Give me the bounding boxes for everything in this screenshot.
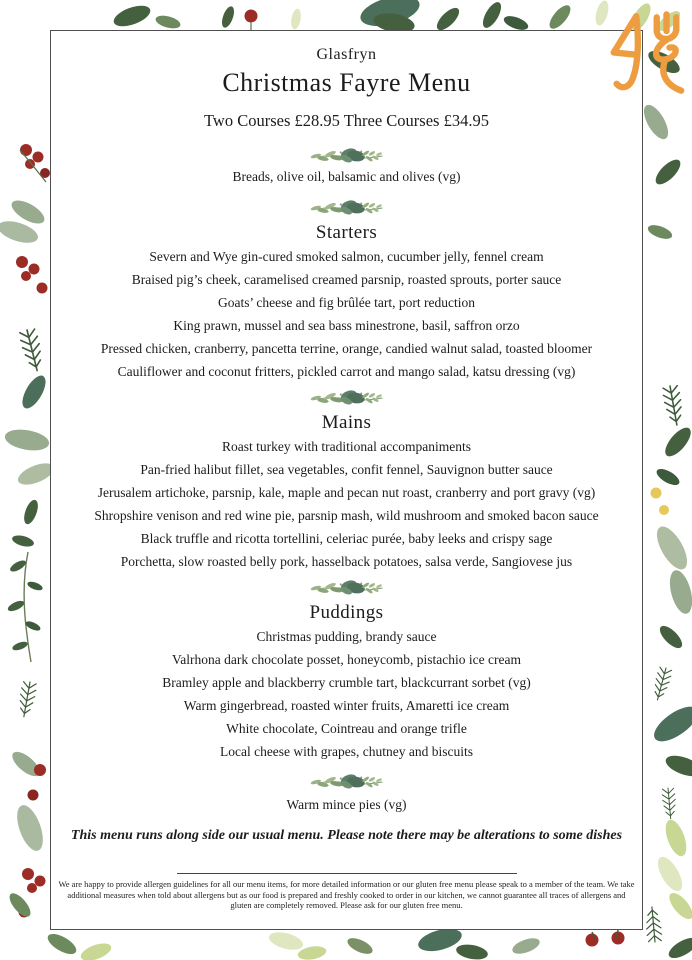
menu-item: Roast turkey with traditional accompaniments [222,439,471,454]
menu-item: Pan-fried halibut fillet, sea vegetables, confit fennel, Sauvignon butter sauce [140,462,553,477]
footer-divider [177,873,517,874]
menu-panel [50,30,643,930]
pricing-line: Two Courses £28.95 Three Courses £34.95 [204,111,489,130]
fork-and-wine-glass-icon [601,6,689,100]
menu-item: Warm mince pies (vg) [286,797,407,812]
menu-item: White chocolate, Cointreau and orange trifle [226,721,467,736]
section-heading-starters: Starters [315,222,378,243]
menu-item: Jerusalem artichoke, parsnip, kale, maple and pecan nut roast, cranberry and port gravy (vg) [97,485,596,500]
menu-item: Breads, olive oil, balsamic and olives (vg) [232,169,461,184]
menu-item: Porchetta, slow roasted belly pork, hasselback potatoes, salsa verde, Sangiovese jus [120,554,573,569]
menu-item: Severn and Wye gin-cured smoked salmon, cucumber jelly, fennel cream [149,249,544,264]
section-heading-mains: Mains [321,412,372,433]
leaf-divider-icon [51,195,642,221]
section-puddings [51,625,642,763]
menu-item: Shropshire venison and red wine pie, parsnip mash, wild mushroom and smoked bacon sauce [94,508,599,523]
menu-item: Pressed chicken, cranberry, pancetta terrine, orange, candied walnut salad, toasted bloomer [100,341,593,356]
section-mains [51,435,642,573]
menu-item: King prawn, mussel and sea bass minestrone, basil, saffron orzo [173,318,520,333]
leaf-divider-icon [51,769,642,795]
menu-item: Goats’ cheese and fig brûlée tart, port reduction [218,295,475,310]
leaf-divider-icon [51,385,642,411]
leaf-divider-icon [51,143,642,169]
leaf-divider-icon [51,575,642,601]
section-starters [51,245,642,383]
menu-item: Christmas pudding, brandy sauce [256,629,437,644]
menu-note: This menu runs along side our usual menu. Please note there may be alterations to some dishes [70,828,623,843]
section-heading-puddings: Puddings [309,602,384,623]
menu-item: Black truffle and ricotta tortellini, celeriac purée, baby leeks and crispy sage [140,531,553,546]
menu-item: Braised pig’s cheek, caramelised creamed parsnip, roasted sprouts, porter sauce [131,272,562,287]
menu-item: Cauliflower and coconut fritters, pickled carrot and mango salad, katsu dressing (vg) [117,364,576,379]
menu-item: Bramley apple and blackberry crumble tart, blackcurrant sorbet (vg) [162,675,531,690]
menu-item: Valrhona dark chocolate posset, honeycomb, pistachio ice cream [172,652,521,667]
menu-item: Local cheese with grapes, chutney and biscuits [219,744,474,759]
page-title: Christmas Fayre Menu [222,68,471,97]
allergen-notice: We are happy to provide allergen guidelines for all our menu items, for more detailed information or our gluten free menu please speak to a member of the team. We take additional measures when told about allergens but as our food is prepared and freshly cooked to order in our kitchen, we cannot guarantee all traces of allergens and gluten are completely removed. Please ask for our gluten free menu. [58,879,635,910]
menu-item: Warm gingerbread, roasted winter fruits, Amaretti ice cream [183,698,510,713]
brand-name: Glasfryn [316,46,377,63]
